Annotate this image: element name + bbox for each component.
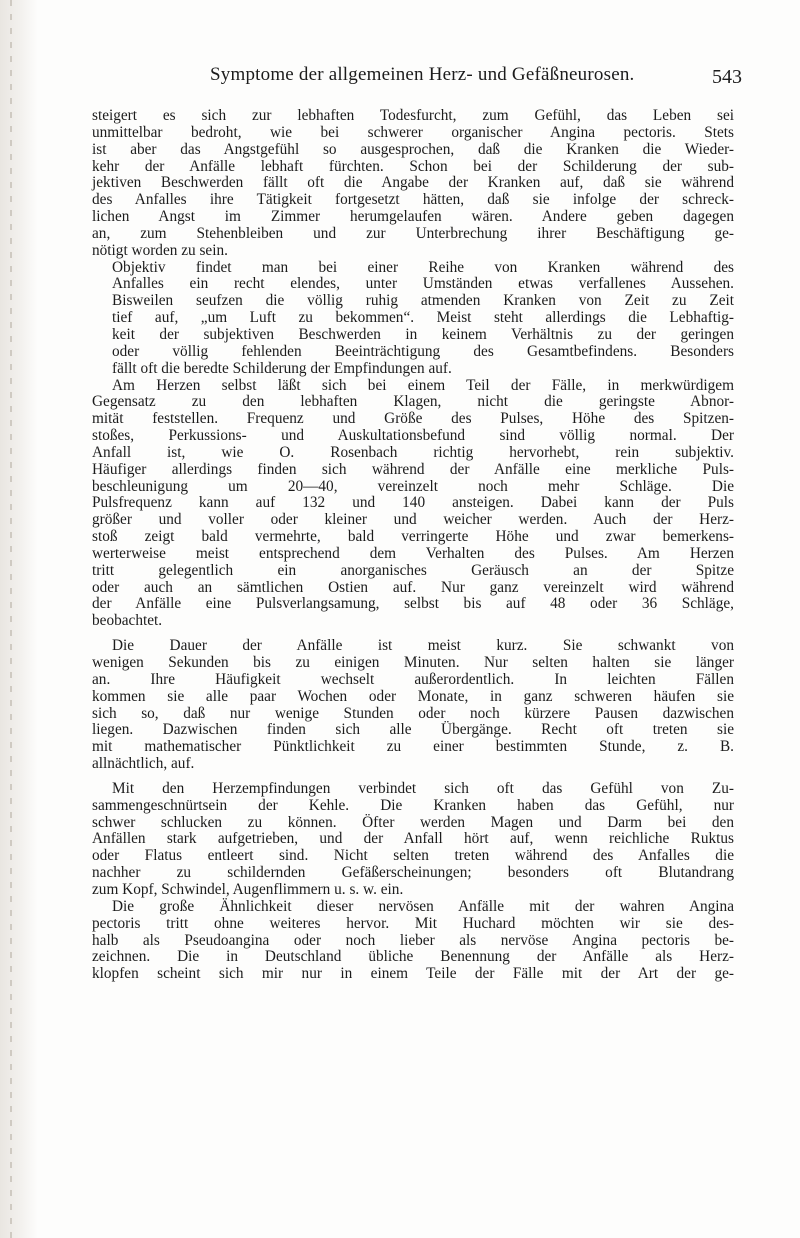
paragraph-5 [92,781,734,899]
text-line: oder völlig fehlenden Beeinträchtigung des Gesamtbefindens. Besonders [112,342,734,360]
text-line: beobachtet. [92,612,163,630]
page-gutter [0,0,38,1238]
body-text [92,108,734,983]
text-line: Anfall ist, wie O. Rosenbach richtig hervorhebt, rein subjektiv. [92,443,734,461]
text-line: schwer schlucken zu können. Öfter werden Magen und Darm bei den [92,813,734,831]
text-line: Bisweilen seufzen die völlig ruhig atmenden Kranken von Zeit zu Zeit [112,292,734,310]
text-line: stoßes, Perkussions- und Auskultationsbefund sind völlig normal. Der [92,427,734,445]
text-line: sich so, daß nur wenige Stunden oder noch kürzere Pausen dazwischen [92,704,734,722]
text-line: mit mathematischer Pünktlichkeit zu einer bestimmten Stunde, z. B. [92,738,734,756]
text-line: oder auch an sämtlichen Ostien auf. Nur ganz vereinzelt wird während [92,578,734,596]
text-line: mität feststellen. Frequenz und Größe des Pulses, Höhe des Spitzen- [92,410,734,428]
text-line: tief auf, „um Luft zu bekommen“. Meist steht allerdings die Lebhaftig- [112,309,734,327]
text-line: Anfalles ein recht elendes, unter Umständen etwas verfallenes Aussehen. [112,275,734,293]
page-number: 543 [712,66,742,88]
text-line: jektiven Beschwerden fällt oft die Angabe der Kranken auf, daß sie während [92,174,734,192]
text-line: ist aber das Angstgefühl so ausgesprochen, daß die Kranken die Wieder- [92,140,734,158]
text-line: kommen sie alle paar Wochen oder Monate, in ganz schweren häufen sie [92,687,734,705]
text-line: oder Flatus entleert sind. Nicht selten treten während des Anfalles die [92,847,734,865]
paragraph-2 [92,260,734,378]
text-line: liegen. Dazwischen finden sich alle Übergänge. Recht oft treten sie [92,721,734,739]
text-line: kehr der Anfälle lebhaft fürchten. Schon bei der Schilderung der sub- [92,157,734,175]
text-line: allnächtlich, auf. [92,755,195,773]
binding-edge [10,0,12,1238]
text-line: an. Ihre Häufigkeit wechselt außerordentlich. In leichten Fällen [92,670,734,688]
paragraph-3 [92,378,734,631]
text-line: sammengeschnürtsein der Kehle. Die Kranken haben das Gefühl, nur [92,796,734,814]
text-line: nötigt worden zu sein. [92,241,228,259]
text-line: Pulsfrequenz kann auf 132 und 140 ansteigen. Dabei kann der Puls [92,494,734,512]
paragraph-4 [92,638,734,773]
text-line: stoß zeigt bald vermehrte, bald verringerte Höhe und zwar bemerkens- [92,528,734,546]
text-line: unmittelbar bedroht, wie bei schwerer organischer Angina pectoris. Stets [92,123,734,141]
text-line: keit der subjektiven Beschwerden in keinem Verhältnis zu der geringen [112,325,734,343]
text-line: fällt oft die beredte Schilderung der Empfindungen auf. [112,359,452,377]
text-line: zeichnen. Die in Deutschland übliche Benennung der Anfälle als Herz- [92,948,734,966]
text-line: wenigen Sekunden bis zu einigen Minuten. Nur selten halten sie länger [92,654,734,671]
text-line: Mit den Herzempfindungen verbindet sich oft das Gefühl von Zu- [112,779,734,797]
text-line: klopfen scheint sich mir nur in einem Teile der Fälle mit der Art der ge- [92,965,734,983]
text-line: werterweise meist entsprechend dem Verhalten des Pulses. Am Herzen [92,544,734,562]
text-line: Objektiv findet man bei einer Reihe von Kranken während des [112,258,734,276]
text-line: der Anfälle eine Pulsverlangsamung, selbst bis auf 48 oder 36 Schläge, [92,595,734,613]
text-line: Die große Ähnlichkeit dieser nervösen Anfälle mit der wahren Angina [112,897,734,915]
text-line: tritt gelegentlich ein anorganisches Geräusch an der Spitze [92,561,734,579]
running-title: Symptome der allgemeinen Herz- und Gefäßneurosen. [210,64,635,85]
text-line: beschleunigung um 20—40, vereinzelt noch mehr Schläge. Die [92,477,734,495]
text-line: halb als Pseudoangina oder noch lieber als nervöse Angina pectoris be- [92,931,734,949]
page-header [90,64,750,94]
text-line: Gegensatz zu den lebhaften Klagen, nicht die geringste Abnor- [92,393,734,411]
text-line: an, zum Stehenbleiben und zur Unterbrechung ihrer Beschäftigung ge- [92,224,734,242]
paragraph-6 [92,899,734,983]
text-line: pectoris tritt ohne weiteres hervor. Mit Huchard möchten wir sie des- [92,914,734,932]
text-line: Häufiger allerdings finden sich während der Anfälle eine merkliche Puls- [92,460,734,478]
text-line: lichen Angst im Zimmer herumgelaufen wären. Andere geben dagegen [92,208,734,226]
text-line: größer und voller oder kleiner und weicher werden. Auch der Herz- [92,511,734,529]
text-line: nachher zu schildernden Gefäßerscheinungen; besonders oft Blutandrang [92,864,734,882]
text-line: zum Kopf, Schwindel, Augenflimmern u. s. w. ein. [92,880,404,898]
paragraph-1 [92,108,734,260]
text-line: Am Herzen selbst läßt sich bei einem Teil der Fälle, in merkwürdigem [112,376,734,394]
text-line: des Anfalles ihre Tätigkeit fortgesetzt hätten, daß sie infolge der schreck- [92,191,734,209]
text-line: Die Dauer der Anfälle ist meist kurz. Sie schwankt von [112,637,734,655]
text-line: steigert es sich zur lebhaften Todesfurcht, zum Gefühl, das Leben sei [92,107,734,124]
text-line: Anfällen stark aufgetrieben, und der Anfall hört auf, wenn reichliche Ruktus [92,830,734,848]
